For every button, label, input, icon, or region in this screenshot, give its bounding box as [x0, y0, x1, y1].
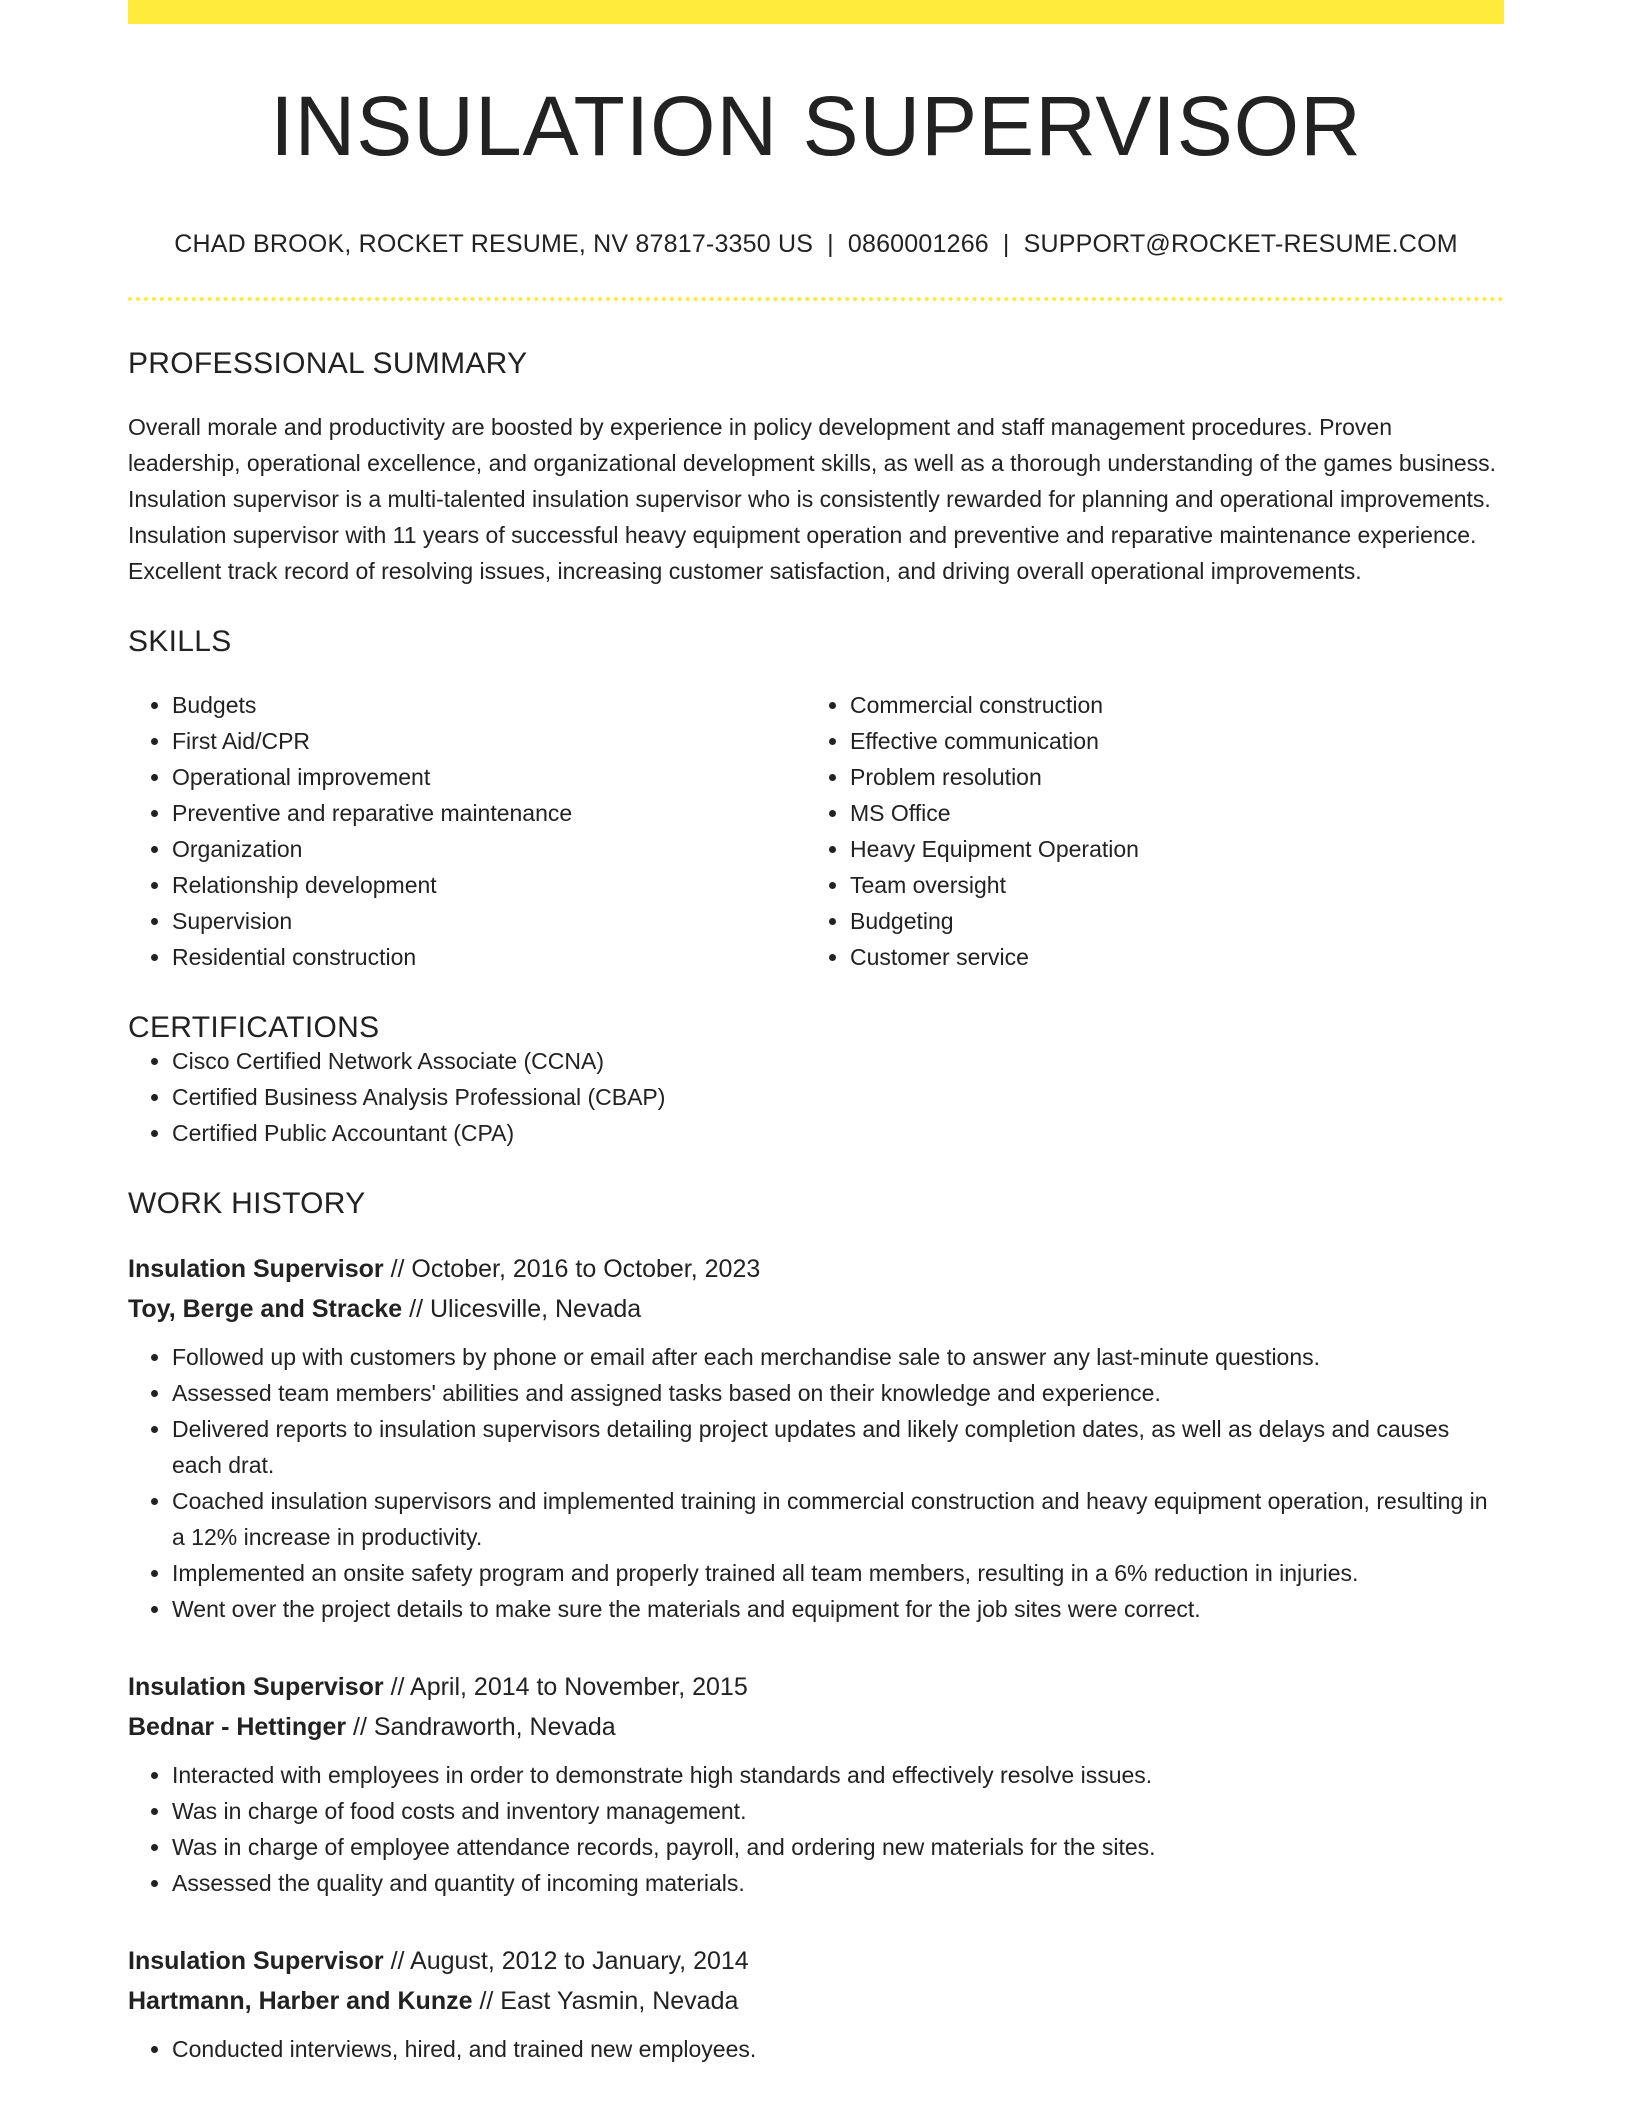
job-company-line — [128, 1289, 1504, 1329]
job-duty-item: • Went over the project details to make sure the materials and equipment for the job sites were correct. — [172, 1591, 1504, 1627]
contact-email: SUPPORT@ROCKET-RESUME.COM — [1023, 230, 1458, 258]
job-title-line — [128, 1667, 1504, 1707]
certification-item: • Certified Business Analysis Professional (CBAP) — [172, 1079, 1504, 1115]
skills-list-right — [850, 687, 1484, 975]
summary-heading: PROFESSIONAL SUMMARY — [128, 347, 528, 380]
skill-item: • Residential construction — [172, 939, 806, 975]
skills-heading: SKILLS — [128, 625, 232, 658]
skill-item: • Budgeting — [850, 903, 1484, 939]
resume-title: INSULATION SUPERVISOR — [270, 79, 1362, 173]
skill-item: • Commercial construction — [850, 687, 1484, 723]
job-duty-item: • Assessed team members' abilities and assigned tasks based on their knowledge and experience. — [172, 1375, 1504, 1411]
job-duty-item: • Implemented an onsite safety program and properly trained all team members, resulting in a 6% reduction in injuries. — [172, 1555, 1504, 1591]
work-history-list — [128, 1249, 1504, 2067]
job-title: Insulation Supervisor — [128, 1673, 384, 1701]
skill-item: • Relationship development — [172, 867, 806, 903]
skill-item: • Problem resolution — [850, 759, 1484, 795]
contact-address: CHAD BROOK, ROCKET RESUME, NV 87817-3350 US — [174, 230, 814, 258]
skill-item: • Organization — [172, 831, 806, 867]
skills-column-left — [128, 687, 806, 975]
skill-item: • Budgets — [172, 687, 806, 723]
skill-item: • Effective communication — [850, 723, 1484, 759]
job-location: // Sandraworth, Nevada — [353, 1713, 616, 1741]
job-company-line — [128, 1707, 1504, 1747]
job-location: // East Yasmin, Nevada — [479, 1987, 739, 2015]
job-title-line — [128, 1941, 1504, 1981]
job-title-line — [128, 1249, 1504, 1289]
job-company: Hartmann, Harber and Kunze — [128, 1987, 473, 2015]
skill-item: • Team oversight — [850, 867, 1484, 903]
job-company: Toy, Berge and Stracke — [128, 1295, 403, 1323]
contact-separator: | — [1002, 230, 1010, 258]
contact-separator: | — [827, 230, 834, 258]
skill-item: • Supervision — [172, 903, 806, 939]
job-duty-item: • Was in charge of employee attendance records, payroll, and ordering new materials for the sites. — [172, 1829, 1504, 1865]
summary-text: Overall morale and productivity are boosted by experience in policy development and staff management procedures. Proven leadership, operational excellence, and organizational development skills, as well as a thorough understanding of the games business. Insulation supervisor is a multi-talented insulation supervisor who is consistently rewarded for planning and operational improvements. Insulation supervisor with 11 years of successful heavy equipment operation and preventive and reparative maintenance experience. Excellent track record of resolving issues, increasing customer satisfaction, and driving overall operational improvements. — [128, 414, 1497, 584]
skills-list-left — [172, 687, 806, 975]
job-duties-list — [128, 1339, 1504, 1627]
job-company: Bednar - Hettinger — [128, 1713, 347, 1741]
job-entry — [128, 1249, 1504, 1627]
job-entry — [128, 1667, 1504, 1901]
certifications-list — [128, 1043, 1504, 1151]
skill-item: • Preventive and reparative maintenance — [172, 795, 806, 831]
job-company-line — [128, 1981, 1504, 2021]
skills-column-right — [806, 687, 1484, 975]
skill-item: • First Aid/CPR — [172, 723, 806, 759]
job-duty-item: • Conducted interviews, hired, and trained new employees. — [172, 2031, 1504, 2067]
dotted-divider — [128, 297, 1504, 301]
job-location: // Ulicesville, Nevada — [409, 1295, 642, 1323]
job-dates: // October, 2016 to October, 2023 — [390, 1255, 761, 1283]
job-duty-item: • Coached insulation supervisors and implemented training in commercial construction and heavy equipment operation, resulting in a 12% increase in productivity. — [172, 1483, 1504, 1555]
job-duties-list — [128, 1757, 1504, 1901]
job-duty-item: • Interacted with employees in order to demonstrate high standards and effectively resolve issues. — [172, 1757, 1504, 1793]
job-duty-item: • Assessed the quality and quantity of incoming materials. — [172, 1865, 1504, 1901]
job-duties-list — [128, 2031, 1504, 2067]
certifications-heading: CERTIFICATIONS — [128, 1011, 380, 1044]
job-duty-item: • Delivered reports to insulation supervisors detailing project updates and likely completion dates, as well as delays and causes each drat. — [172, 1411, 1504, 1483]
skills-grid — [128, 687, 1504, 975]
job-dates: // April, 2014 to November, 2015 — [390, 1673, 748, 1701]
certification-item: • Certified Public Accountant (CPA) — [172, 1115, 1504, 1151]
skill-item: • Heavy Equipment Operation — [850, 831, 1484, 867]
job-duty-item: • Was in charge of food costs and inventory management. — [172, 1793, 1504, 1829]
accent-top-bar — [128, 0, 1504, 24]
job-title: Insulation Supervisor — [128, 1947, 384, 1975]
job-dates: // August, 2012 to January, 2014 — [390, 1947, 749, 1975]
contact-phone: 0860001266 — [847, 230, 989, 258]
skill-item: • MS Office — [850, 795, 1484, 831]
job-title: Insulation Supervisor — [128, 1255, 384, 1283]
contact-line — [128, 230, 1504, 259]
skill-item: • Operational improvement — [172, 759, 806, 795]
job-duty-item: • Followed up with customers by phone or email after each merchandise sale to answer any last-minute questions. — [172, 1339, 1504, 1375]
job-entry — [128, 1941, 1504, 2067]
certification-item: • Cisco Certified Network Associate (CCNA) — [172, 1043, 1504, 1079]
skill-item: • Customer service — [850, 939, 1484, 975]
resume-page — [128, 0, 1504, 2067]
work-history-heading: WORK HISTORY — [128, 1187, 366, 1220]
